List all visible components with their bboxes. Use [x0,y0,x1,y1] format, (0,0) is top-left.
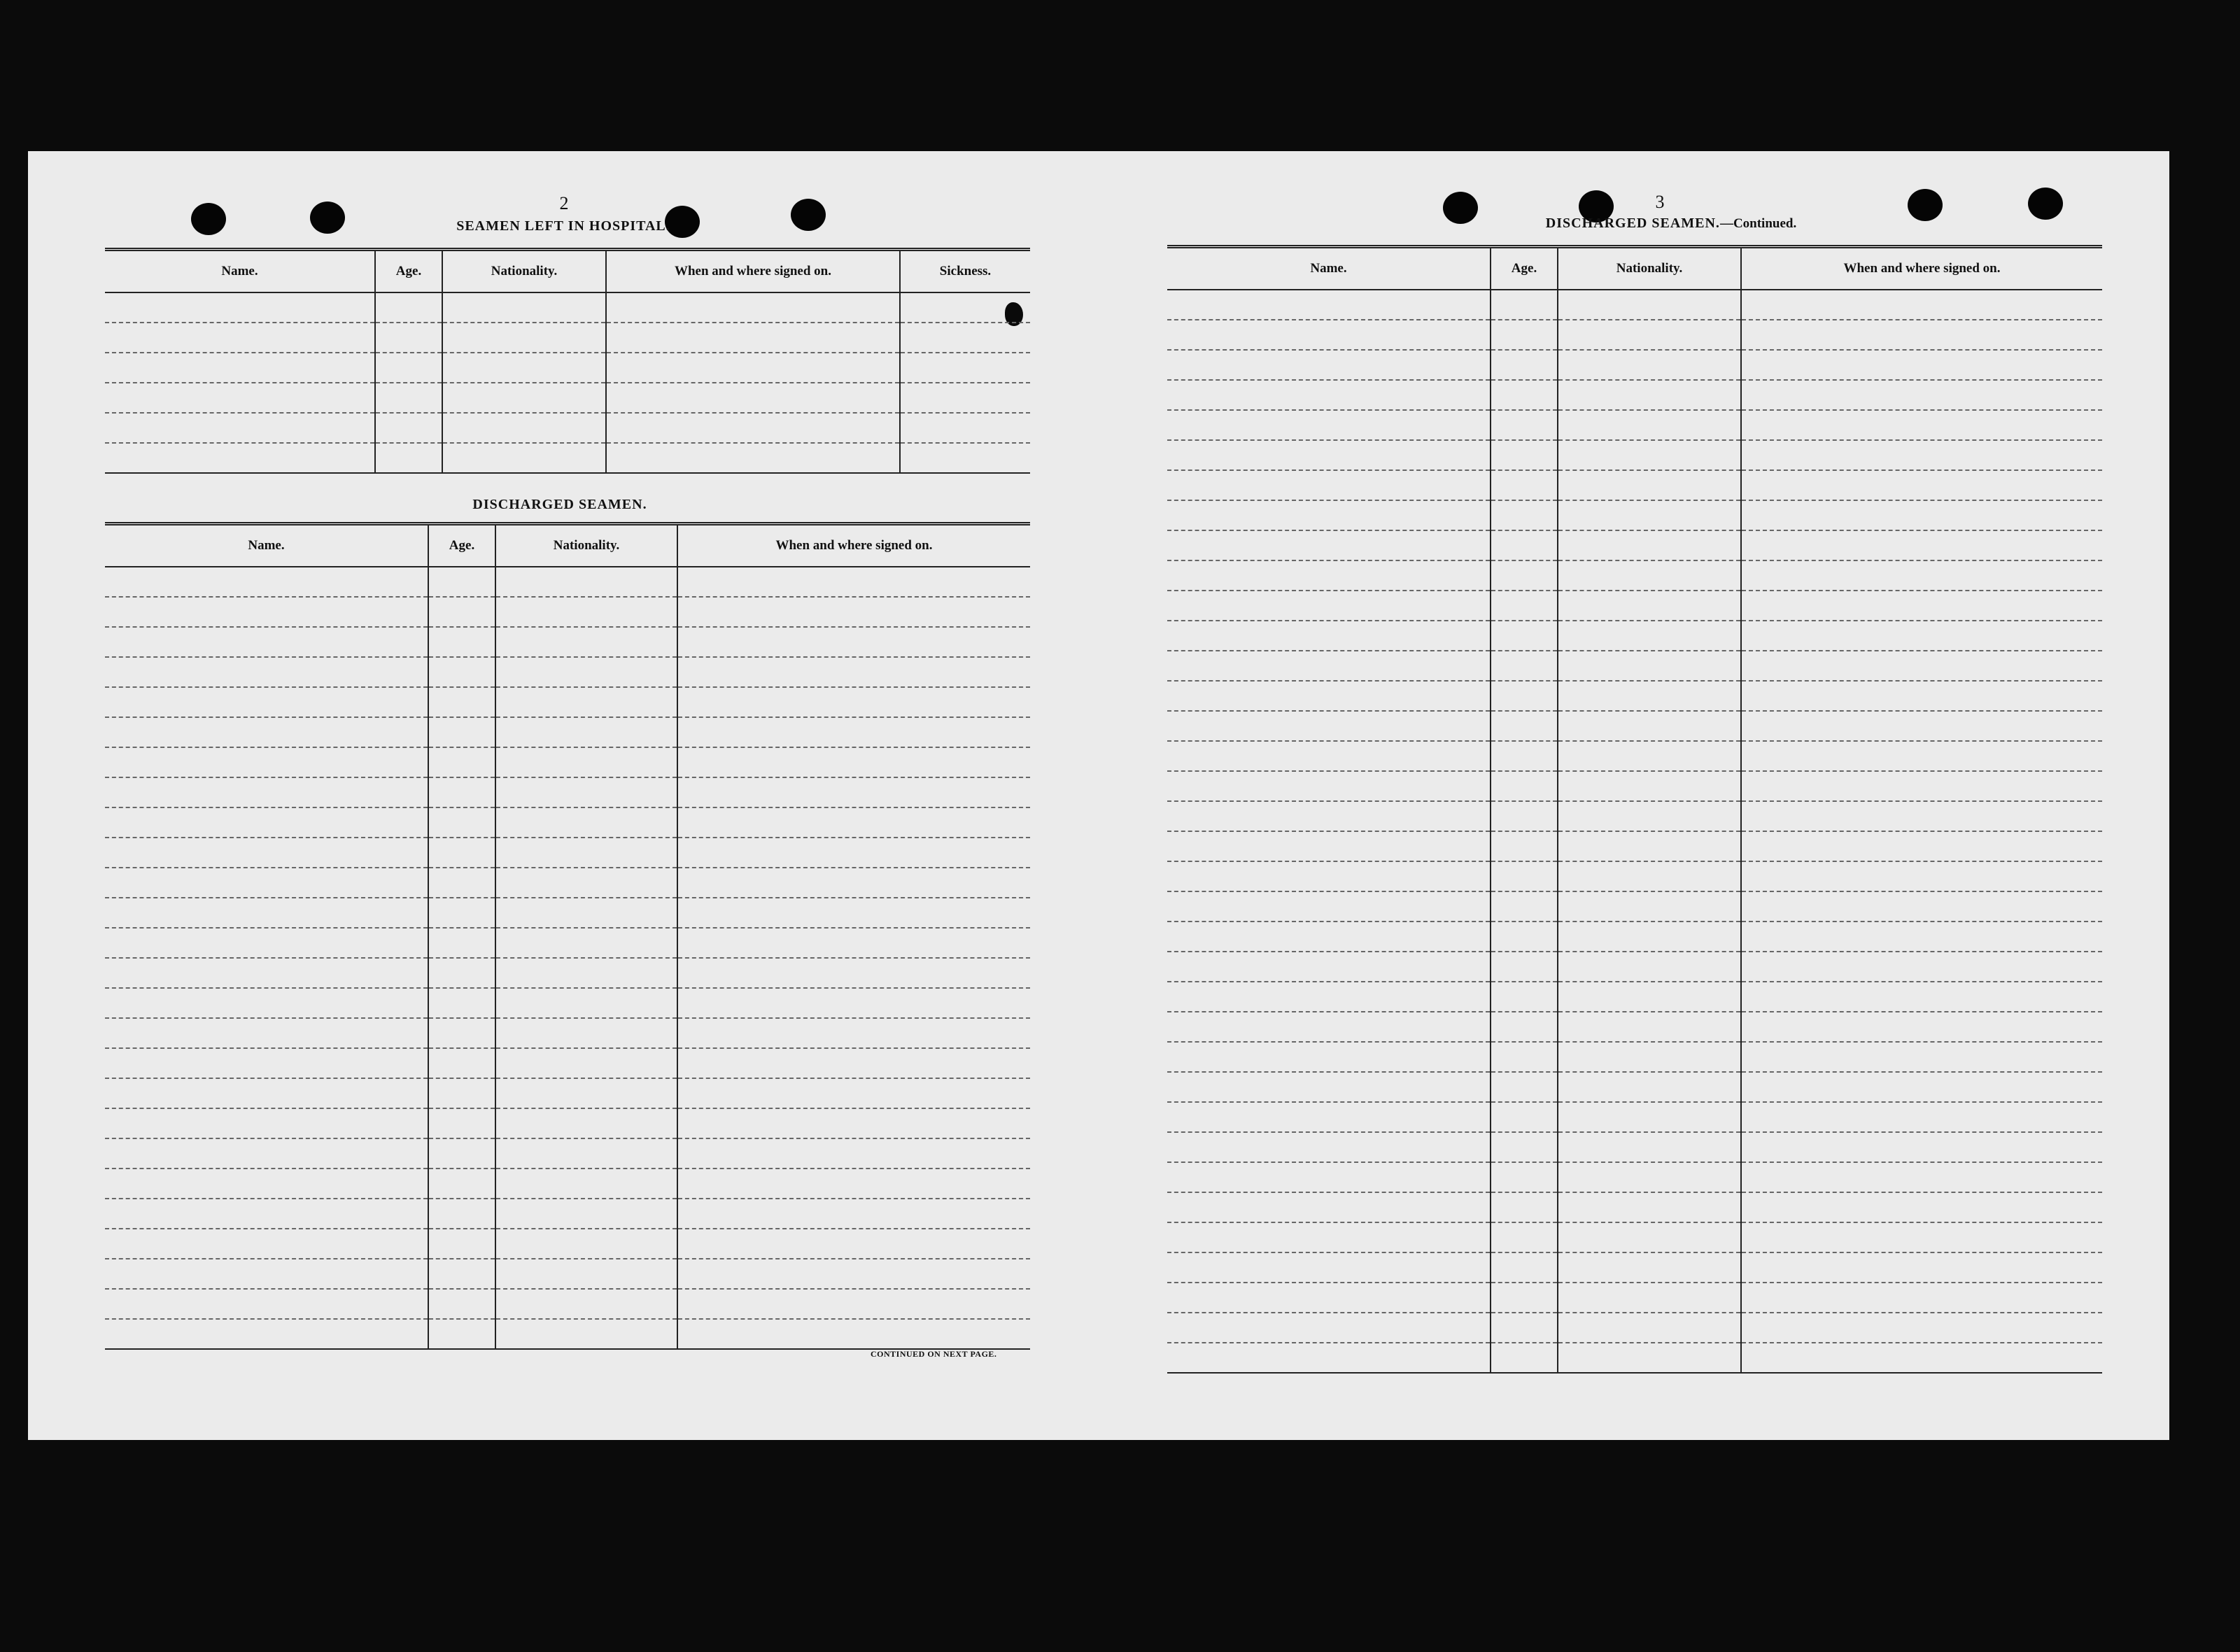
table-row [1167,922,2102,952]
table-row [1167,952,2102,982]
table-row [105,1229,1030,1259]
table-row [1167,982,2102,1012]
table-row [1167,891,2102,922]
column-header-nationality: Nationality. [495,524,677,567]
table-row [1167,410,2102,440]
table-row [1167,470,2102,500]
table-row [105,958,1030,988]
page-number: 2 [559,193,569,213]
table-row [105,292,1030,323]
table-row [1167,1313,2102,1343]
discharged-table [105,522,1030,1350]
column-header-name: Name. [1167,247,1491,290]
table-row [105,838,1030,868]
discharged-continued-table [1167,245,2102,1374]
ledger-sheet [28,151,2169,1440]
table-row [105,627,1030,657]
column-header-nationality: Nationality. [1558,247,1741,290]
punch-hole [1443,192,1478,224]
column-header-name: Name. [105,524,428,567]
table-row [105,687,1030,717]
table-row [1167,1252,2102,1283]
table-row [105,988,1030,1018]
table-row [105,898,1030,928]
column-header-signed-on: When and where signed on. [677,524,1030,567]
table-row [105,353,1030,383]
table-row [1167,380,2102,410]
table-row [105,1048,1030,1078]
right-page [1167,151,2133,1440]
column-header-age: Age. [1491,247,1558,290]
table-row [105,1289,1030,1319]
punch-hole [191,203,226,235]
table-row [1167,651,2102,681]
table-row [105,567,1030,597]
table-row [1167,681,2102,711]
column-header-age: Age. [428,524,495,567]
table-row [1167,1102,2102,1132]
table-row [1167,1283,2102,1313]
section-title-hospital: SEAMEN LEFT IN HOSPITAL. [456,218,670,234]
table-row [105,443,1030,473]
table-row [1167,1042,2102,1072]
table-row [105,807,1030,838]
table-row [105,1169,1030,1199]
hospital-table [105,248,1030,474]
table-row [1167,801,2102,831]
column-header-age: Age. [375,250,442,293]
table-row [105,1078,1030,1108]
table-row [1167,320,2102,350]
table-row [1167,741,2102,771]
table-row [105,1259,1030,1289]
table-row [105,747,1030,777]
table-row [105,323,1030,353]
table-row [1167,711,2102,741]
punch-hole [791,199,826,231]
section-title-discharged-continued [1489,216,1853,232]
continued-label: —Continued. [1719,216,1797,231]
table-row [1167,621,2102,651]
table-row [1167,1222,2102,1252]
table-row [1167,530,2102,560]
table-row [1167,290,2102,320]
table-row [105,928,1030,958]
column-header-signed-on: When and where signed on. [1741,247,2102,290]
table-row [1167,1192,2102,1222]
table-row [1167,861,2102,891]
table-row [105,413,1030,443]
column-header-signed-on: When and where signed on. [606,250,900,293]
table-row [105,868,1030,898]
table-row [1167,500,2102,530]
table-row [105,1018,1030,1048]
section-title-discharged: DISCHARGED SEAMEN. [472,497,647,512]
table-row [105,777,1030,807]
page-number: 3 [1655,192,1665,212]
table-row [105,717,1030,747]
table-row [1167,350,2102,380]
table-row [105,1319,1030,1349]
table-row [1167,591,2102,621]
continued-note: CONTINUED ON NEXT PAGE. [871,1349,997,1359]
column-header-nationality: Nationality. [442,250,606,293]
punch-hole [1908,189,1943,221]
column-header-sickness: Sickness. [900,250,1030,293]
table-row [1167,1162,2102,1192]
table-row [1167,771,2102,801]
table-row [105,657,1030,687]
table-row [1167,1132,2102,1162]
table-row [1167,1012,2102,1042]
table-row [1167,1072,2102,1102]
left-page [105,151,1036,1440]
table-row [1167,440,2102,470]
table-row [105,1199,1030,1229]
table-row [105,383,1030,413]
punch-hole [2028,188,2063,220]
punch-hole [310,202,345,234]
table-row [105,1108,1030,1138]
table-row [105,1138,1030,1169]
column-header-name: Name. [105,250,375,293]
table-row [105,597,1030,627]
section-title-text: DISCHARGED SEAMEN. [1545,216,1720,231]
table-row [1167,1343,2102,1373]
table-row [1167,560,2102,591]
table-row [1167,831,2102,861]
